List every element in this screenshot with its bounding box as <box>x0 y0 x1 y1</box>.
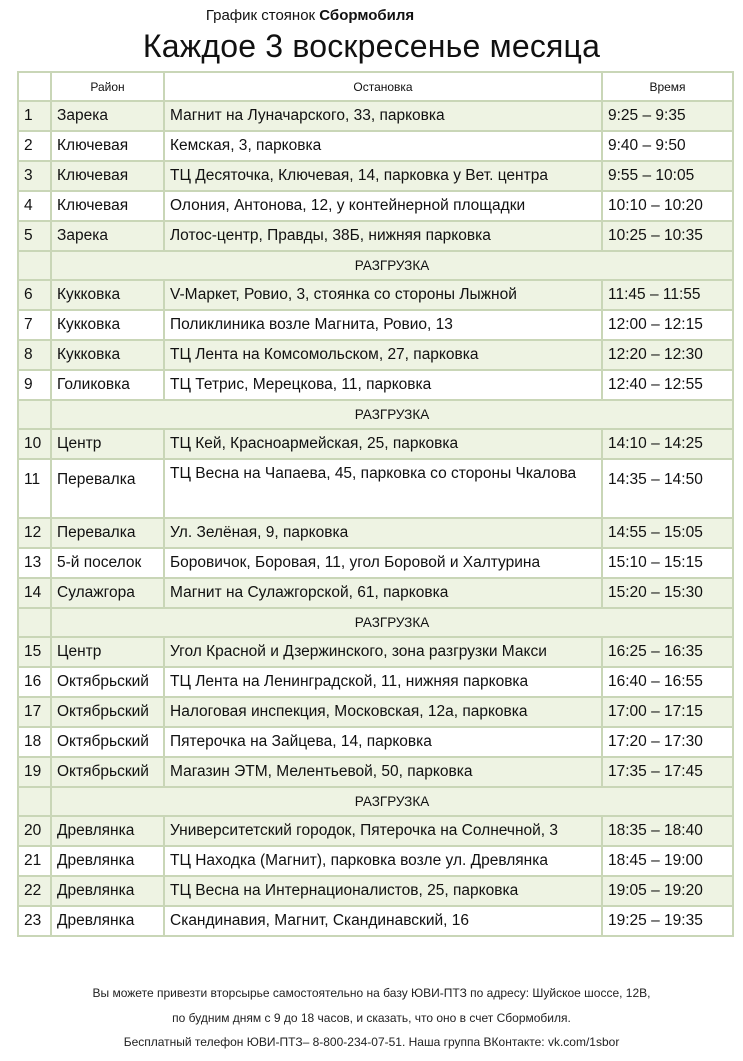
stop-address: , парковка возле ул. Древлянка <box>322 852 548 869</box>
time-cell: 9:40 – 9:50 <box>602 131 733 161</box>
table-row <box>18 459 733 518</box>
stop-number: 21 <box>18 846 51 876</box>
schedule-body <box>18 101 733 936</box>
district-cell: Ключевая <box>51 191 164 221</box>
stop-number: 8 <box>18 340 51 370</box>
stop-cell <box>164 757 602 787</box>
time-cell: 14:10 – 14:25 <box>602 429 733 459</box>
stop-cell <box>164 518 602 548</box>
district-cell: Голиковка <box>51 370 164 400</box>
stop-cell <box>164 667 602 697</box>
stop-place: ТЦ Десяточка <box>170 167 270 184</box>
district-cell: Перевалка <box>51 459 164 518</box>
stop-number: 10 <box>18 429 51 459</box>
unload-label: РАЗГРУЗКА <box>51 787 733 816</box>
col-time-header: Время <box>602 72 733 101</box>
time-cell: 15:20 – 15:30 <box>602 578 733 608</box>
unload-blank-cell <box>18 608 51 637</box>
time-cell: 18:35 – 18:40 <box>602 816 733 846</box>
stop-place: V-Маркет <box>170 286 236 303</box>
col-stop-header: Остановка <box>164 72 602 101</box>
district-cell: Древлянка <box>51 906 164 936</box>
table-row <box>18 280 733 310</box>
stop-place: ТЦ Весна на Интернационалистов <box>170 882 419 899</box>
stop-address: , Ровио, 3, стоянка со стороны Лыжной <box>235 286 517 303</box>
unload-label: РАЗГРУЗКА <box>51 400 733 429</box>
stop-number: 1 <box>18 101 51 131</box>
district-cell: Кукковка <box>51 310 164 340</box>
col-num-header <box>18 72 51 101</box>
stop-cell <box>164 697 602 727</box>
table-row <box>18 161 733 191</box>
table-row <box>18 548 733 578</box>
stop-number: 15 <box>18 637 51 667</box>
footer-line-1: Вы можете привезти вторсырье самостоятельно на базу ЮВИ-ПТЗ по адресу: Шуйское шоссе, 12В, <box>92 986 651 1000</box>
time-cell: 12:20 – 12:30 <box>602 340 733 370</box>
unload-row <box>18 400 733 429</box>
stop-cell <box>164 101 602 131</box>
district-cell: Кукковка <box>51 280 164 310</box>
stop-number: 4 <box>18 191 51 221</box>
time-cell: 11:45 – 11:55 <box>602 280 733 310</box>
table-row <box>18 221 733 251</box>
time-cell: 17:20 – 17:30 <box>602 727 733 757</box>
district-cell: Ключевая <box>51 161 164 191</box>
stop-address: на Солнечной, 3 <box>435 822 559 839</box>
district-cell: Зарека <box>51 101 164 131</box>
unload-blank-cell <box>18 251 51 280</box>
stop-number: 16 <box>18 667 51 697</box>
district-cell: Кукковка <box>51 340 164 370</box>
stop-cell <box>164 459 602 518</box>
time-cell: 16:40 – 16:55 <box>602 667 733 697</box>
table-row <box>18 697 733 727</box>
footer-line-3: Бесплатный телефон ЮВИ-ПТЗ– 8-800-234-07-51. Наша группа ВКонтакте: vk.com/1sbor <box>123 1035 620 1049</box>
district-cell: 5-й поселок <box>51 548 164 578</box>
stop-place: Университетский городок, Пятерочка <box>170 822 436 839</box>
col-district-header: Район <box>51 72 164 101</box>
stop-cell <box>164 191 602 221</box>
stop-place: Угол Красной и Дзержинского <box>170 643 384 660</box>
stop-number: 6 <box>18 280 51 310</box>
stop-cell <box>164 310 602 340</box>
stop-address: , Антонова, 12, у контейнерной площадки <box>225 197 526 214</box>
stop-cell <box>164 727 602 757</box>
time-cell: 12:00 – 12:15 <box>602 310 733 340</box>
stop-address: , Боровая, 11, угол Боровой и Халтурина <box>246 554 541 571</box>
stop-address: , Красноармейская, 25, парковка <box>221 435 459 452</box>
table-row <box>18 757 733 787</box>
district-cell: Центр <box>51 637 164 667</box>
stop-address: , Скандинавский, 16 <box>324 912 470 929</box>
stop-place: ТЦ Тетрис <box>170 376 245 393</box>
stop-number: 19 <box>18 757 51 787</box>
stop-number: 5 <box>18 221 51 251</box>
table-row <box>18 906 733 936</box>
stop-cell <box>164 846 602 876</box>
district-cell: Древлянка <box>51 876 164 906</box>
footer-line-2: по будним дням с 9 до 18 часов, и сказать, что оно в счет Сбормобиля. <box>172 1011 571 1025</box>
stop-number: 11 <box>18 459 51 518</box>
stop-place: ТЦ Лента на Ленинградской <box>170 673 373 690</box>
district-cell: Октябрьский <box>51 727 164 757</box>
stop-cell <box>164 876 602 906</box>
district-cell: Октябрьский <box>51 697 164 727</box>
schedule-table <box>17 71 734 937</box>
subtitle-brand: Сбормобиля <box>319 7 415 24</box>
table-row <box>18 727 733 757</box>
unload-row <box>18 787 733 816</box>
district-cell: Октябрьский <box>51 667 164 697</box>
stop-address: , 33, парковка <box>344 107 445 124</box>
table-row <box>18 846 733 876</box>
stop-cell <box>164 340 602 370</box>
stop-place: Пятерочка на Зайцева <box>170 733 333 750</box>
stop-place: ТЦ Находка (Магнит) <box>170 852 323 869</box>
time-cell: 18:45 – 19:00 <box>602 846 733 876</box>
time-cell: 14:55 – 15:05 <box>602 518 733 548</box>
time-cell: 16:25 – 16:35 <box>602 637 733 667</box>
stop-address: , парковка <box>247 137 322 154</box>
district-cell: Ключевая <box>51 131 164 161</box>
time-cell: 15:10 – 15:15 <box>602 548 733 578</box>
time-cell: 12:40 – 12:55 <box>602 370 733 400</box>
table-row <box>18 101 733 131</box>
table-row <box>18 816 733 846</box>
unload-label: РАЗГРУЗКА <box>51 251 733 280</box>
unload-row <box>18 251 733 280</box>
table-row <box>18 370 733 400</box>
time-cell: 14:35 – 14:50 <box>602 459 733 518</box>
time-cell: 17:00 – 17:15 <box>602 697 733 727</box>
stop-number: 12 <box>18 518 51 548</box>
stop-number: 2 <box>18 131 51 161</box>
stop-place: ТЦ Лента на Комсомольском <box>170 346 379 363</box>
stop-address: , Мерецкова, 11, парковка <box>244 376 432 393</box>
stop-number: 7 <box>18 310 51 340</box>
unload-blank-cell <box>18 400 51 429</box>
table-row <box>18 637 733 667</box>
stop-address: , 61, парковка <box>348 584 449 601</box>
time-cell: 9:55 – 10:05 <box>602 161 733 191</box>
stop-place: Кемская, 3 <box>170 137 248 154</box>
stop-cell <box>164 429 602 459</box>
unload-blank-cell <box>18 787 51 816</box>
district-cell: Древлянка <box>51 846 164 876</box>
time-cell: 10:10 – 10:20 <box>602 191 733 221</box>
district-cell: Зарека <box>51 221 164 251</box>
stop-cell <box>164 906 602 936</box>
table-row <box>18 876 733 906</box>
stop-address: , 25, парковка <box>418 882 519 899</box>
stop-number: 20 <box>18 816 51 846</box>
stop-address: , зона разгрузки Макси <box>383 643 547 660</box>
district-cell: Центр <box>51 429 164 459</box>
stop-place: Поликлиника возле Магнита <box>170 316 375 333</box>
time-cell: 10:25 – 10:35 <box>602 221 733 251</box>
table-row <box>18 340 733 370</box>
stop-cell <box>164 578 602 608</box>
stop-place: Лотос-центр <box>170 227 259 244</box>
time-cell: 17:35 – 17:45 <box>602 757 733 787</box>
stop-place: Боровичок <box>170 554 247 571</box>
stop-place: ТЦ Весна на Чапаева <box>170 465 327 482</box>
district-cell: Сулажгора <box>51 578 164 608</box>
stop-address: , Ключевая, 14, парковка у Вет. центра <box>269 167 548 184</box>
stop-place: Магнит на Луначарского <box>170 107 345 124</box>
stop-address: инспекция, Московская, 12а, парковка <box>246 703 528 720</box>
stop-number: 17 <box>18 697 51 727</box>
table-row <box>18 191 733 221</box>
stop-address: , Правды, 38Б, нижняя парковка <box>258 227 491 244</box>
stop-place: Скандинавия, Магнит <box>170 912 325 929</box>
table-row <box>18 429 733 459</box>
table-row <box>18 310 733 340</box>
stop-cell <box>164 816 602 846</box>
stop-number: 23 <box>18 906 51 936</box>
stop-cell <box>164 370 602 400</box>
stop-cell <box>164 548 602 578</box>
stop-place: Налоговая <box>170 703 247 720</box>
table-row <box>18 578 733 608</box>
stop-place: ТЦ Кей <box>170 435 222 452</box>
unload-row <box>18 608 733 637</box>
stop-place: Магнит на Сулажгорской <box>170 584 349 601</box>
stop-number: 9 <box>18 370 51 400</box>
stop-address: , 45, парковка со стороны Чкалова <box>326 465 577 482</box>
stop-number: 18 <box>18 727 51 757</box>
unload-label: РАЗГРУЗКА <box>51 608 733 637</box>
stop-number: 13 <box>18 548 51 578</box>
table-row <box>18 667 733 697</box>
page-title: Каждое 3 воскресенье месяца <box>142 28 601 64</box>
stop-address: , Мелентьевой, 50, парковка <box>267 763 473 780</box>
stop-number: 3 <box>18 161 51 191</box>
time-cell: 19:25 – 19:35 <box>602 906 733 936</box>
district-cell: Древлянка <box>51 816 164 846</box>
stop-address: , 27, парковка <box>378 346 479 363</box>
table-row <box>18 131 733 161</box>
stop-address: , 11, нижняя парковка <box>372 673 529 690</box>
stop-cell <box>164 161 602 191</box>
stop-cell <box>164 221 602 251</box>
time-cell: 19:05 – 19:20 <box>602 876 733 906</box>
stop-place: Ул. Зелёная, 9 <box>170 524 275 541</box>
stop-address: , 14, парковка <box>332 733 432 750</box>
table-row <box>18 518 733 548</box>
time-cell: 9:25 – 9:35 <box>602 101 733 131</box>
stop-address: , парковка <box>274 524 349 541</box>
district-cell: Октябрьский <box>51 757 164 787</box>
stop-number: 14 <box>18 578 51 608</box>
stop-cell <box>164 131 602 161</box>
stop-place: Магазин ЭТМ <box>170 763 268 780</box>
stop-cell <box>164 280 602 310</box>
stop-number: 22 <box>18 876 51 906</box>
subtitle-lead: График стоянок <box>205 7 316 24</box>
stop-address: , Ровио, 13 <box>374 316 453 333</box>
schedule-subtitle <box>0 7 743 24</box>
stop-place: Олония <box>170 197 226 214</box>
district-cell: Перевалка <box>51 518 164 548</box>
stop-cell <box>164 637 602 667</box>
